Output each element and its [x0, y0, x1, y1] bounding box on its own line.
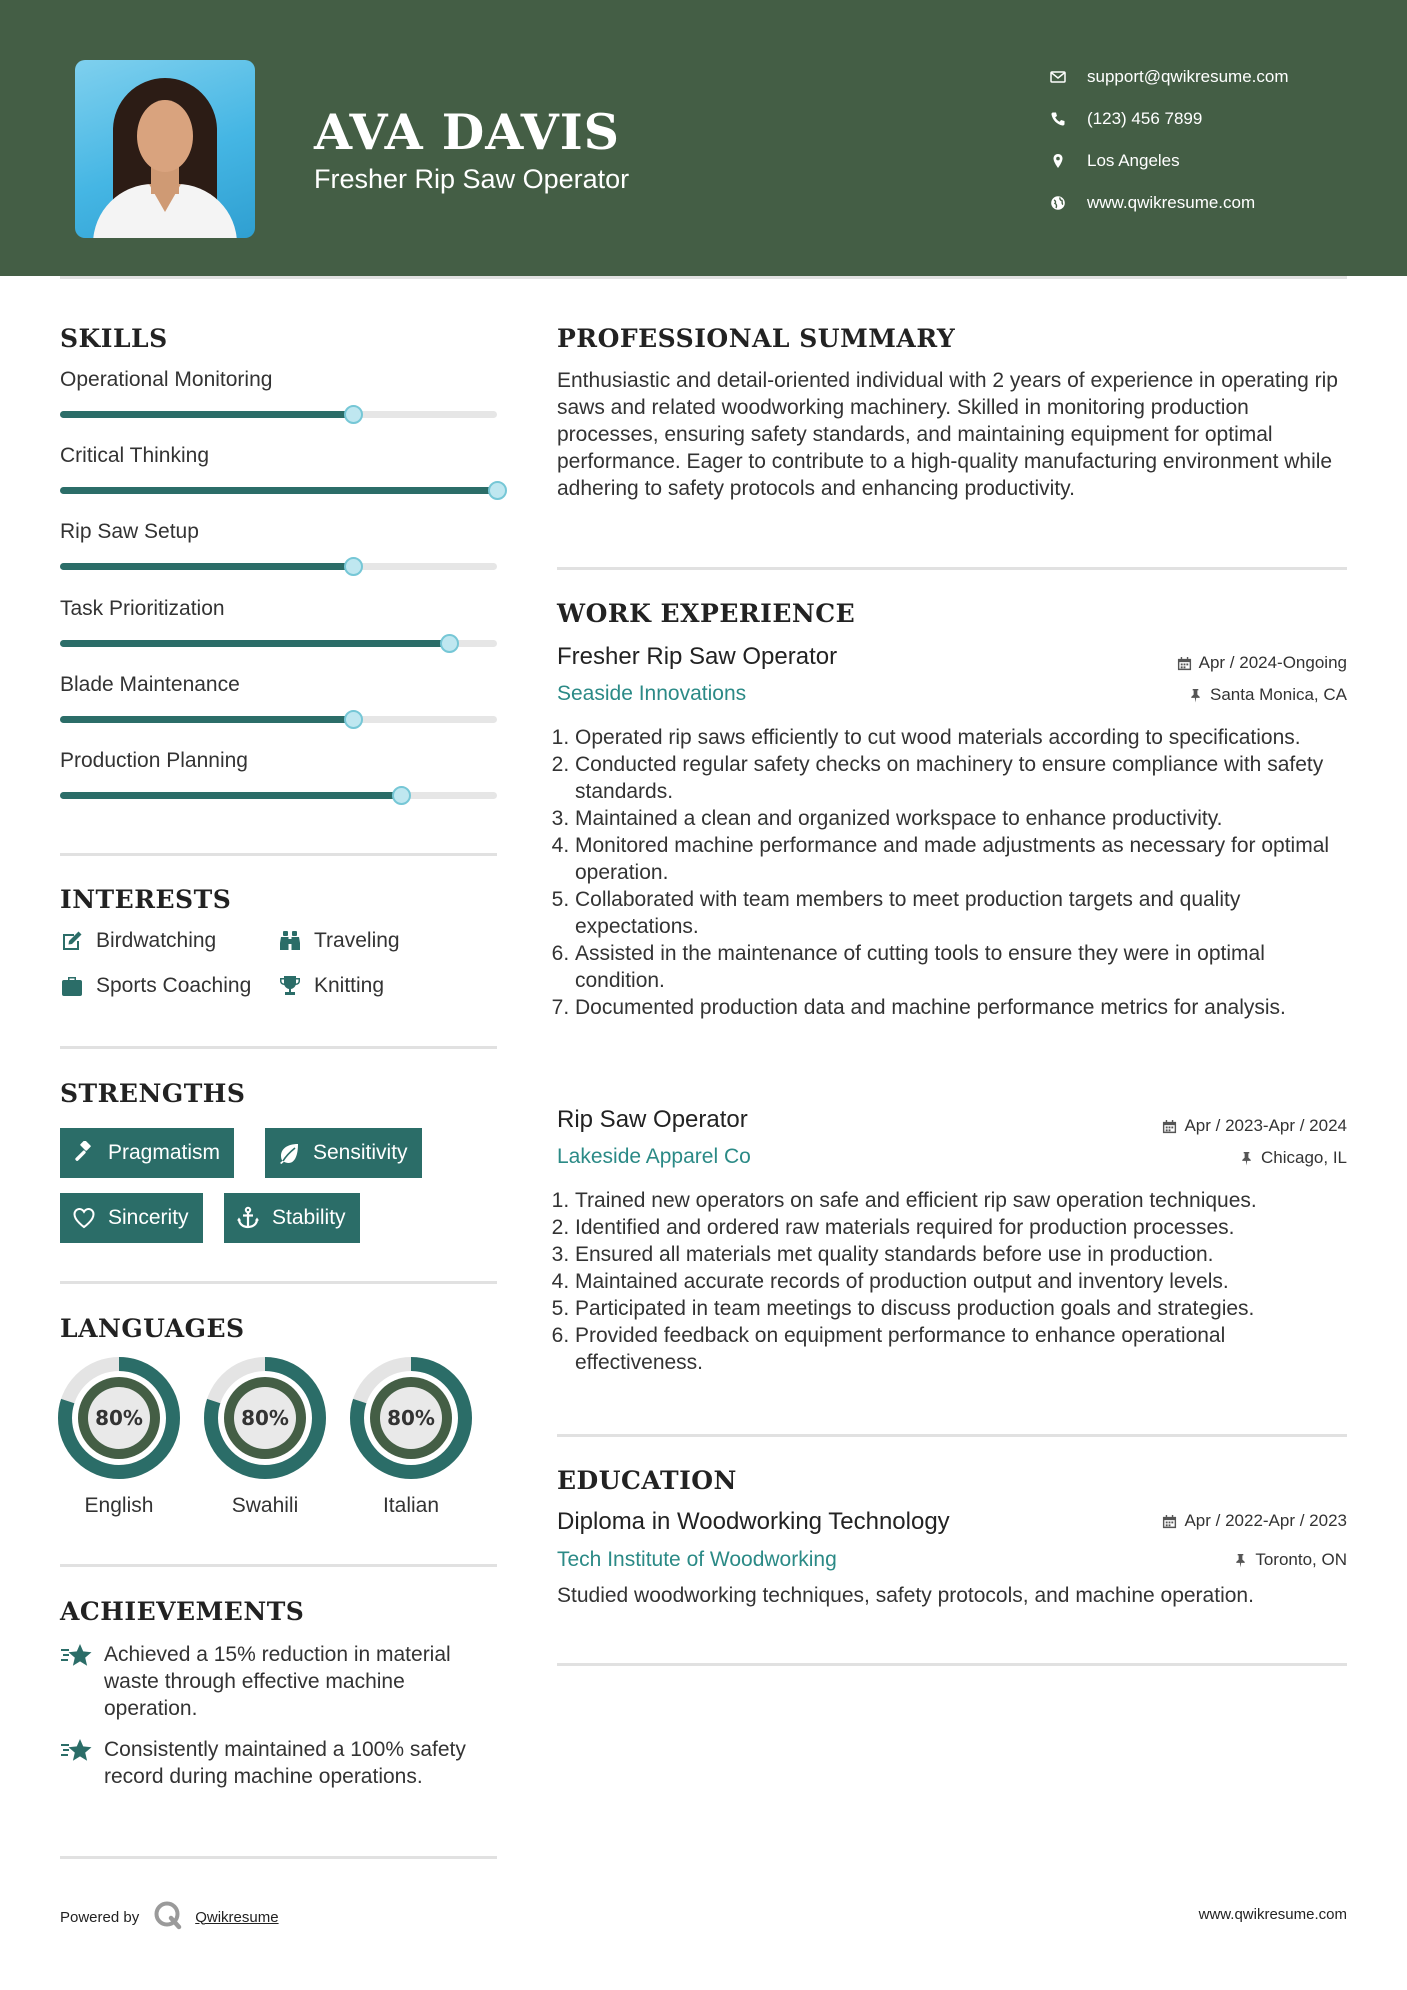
list-item: 1. Trained new operators on safe and efficient rip saw operation techniques. — [575, 1187, 1355, 1214]
language-ring — [57, 1356, 181, 1480]
contact-location — [1050, 140, 1289, 182]
list-item: 5. Participated in team meetings to discuss production goals and strategies. — [575, 1295, 1355, 1322]
pushpin-icon — [1239, 1151, 1254, 1166]
education-location-text: Toronto, ON — [1255, 1550, 1347, 1569]
section-divider — [557, 1434, 1347, 1437]
summary-text: Enthusiastic and detail-oriented individual with 2 years of experience in operating rip saws and related woodworking machinery. Skilled in monitoring production processes, ensuring safety standards, and maintaining equipment for optimal performance. Eager to contribute to a high-quality manufacturing environment while adhering to safety protocols and enhancing productivity. — [557, 369, 1338, 500]
phone-icon — [1050, 111, 1087, 127]
skill-knob — [344, 557, 363, 576]
job-location-text: Chicago, IL — [1261, 1148, 1347, 1167]
skill-item — [60, 444, 497, 468]
list-item: 1. Operated rip saws efficiently to cut wood materials according to specifications. — [575, 724, 1355, 751]
skill-knob — [440, 634, 459, 653]
section-divider — [557, 567, 1347, 570]
experience-heading: WORK EXPERIENCE — [557, 599, 856, 628]
language-name: English — [84, 1494, 154, 1517]
skill-knob — [488, 481, 507, 500]
skill-label: Blade Maintenance — [60, 673, 240, 696]
job-date-text: Apr / 2023-Apr / 2024 — [1184, 1116, 1347, 1135]
achievement-text: Achieved a 15% reduction in material waste through effective machine operation. — [104, 1643, 451, 1720]
job-title: Rip Saw Operator — [557, 1106, 748, 1133]
candidate-name: AVA DAVIS — [314, 103, 621, 161]
job-location — [1239, 1148, 1347, 1168]
star-icon — [60, 1736, 104, 1790]
contact-list — [1050, 56, 1289, 224]
skill-fill — [60, 563, 353, 570]
interest-label: Traveling — [314, 929, 400, 952]
strength-badge — [224, 1193, 360, 1243]
skill-fill — [60, 411, 353, 418]
languages-heading: LANGUAGES — [60, 1314, 245, 1343]
list-item: 5. Collaborated with team members to meet production targets and quality expectations. — [575, 886, 1355, 940]
interest-item — [60, 929, 216, 953]
skill-item — [60, 520, 497, 544]
skill-label: Critical Thinking — [60, 444, 209, 467]
language-item — [349, 1356, 473, 1518]
contact-website-text: www.qwikresume.com — [1087, 193, 1256, 212]
interest-label: Sports Coaching — [96, 974, 252, 997]
section-divider — [60, 1046, 497, 1049]
pushpin-icon — [1188, 688, 1203, 703]
skill-item — [60, 597, 497, 621]
list-item: 2. Conducted regular safety checks on machinery to ensure compliance with safety standards. — [575, 751, 1355, 805]
contact-email-text: support@qwikresume.com — [1087, 67, 1289, 86]
section-divider — [557, 1663, 1347, 1666]
job-duties — [575, 1187, 1355, 1376]
job-date — [1177, 653, 1347, 673]
education-heading: EDUCATION — [557, 1466, 737, 1495]
skill-knob — [344, 405, 363, 424]
resume-header — [0, 0, 1407, 276]
list-item: 3. Maintained a clean and organized workspace to enhance productivity. — [575, 805, 1355, 832]
skill-fill — [60, 640, 449, 647]
language-percent: 80% — [387, 1406, 435, 1430]
language-ring — [349, 1356, 473, 1480]
envelope-icon — [1050, 69, 1087, 85]
heart-icon — [72, 1206, 108, 1230]
education-description: Studied woodworking techniques, safety protocols, and machine operation. — [557, 1584, 1254, 1607]
map-pin-icon — [1050, 153, 1087, 169]
education-date-text: Apr / 2022-Apr / 2023 — [1184, 1511, 1347, 1530]
skill-fill — [60, 792, 401, 799]
skill-fill — [60, 716, 353, 723]
skills-heading: SKILLS — [60, 324, 168, 353]
gavel-icon — [72, 1141, 108, 1165]
pushpin-icon — [1233, 1553, 1248, 1568]
skill-label: Production Planning — [60, 749, 248, 772]
achievement-text: Consistently maintained a 100% safety record during machine operations. — [104, 1738, 466, 1788]
powered-by-text: Powered by — [60, 1908, 140, 1926]
list-item: 3. Ensured all materials met quality standards before use in production. — [575, 1241, 1355, 1268]
skill-label: Task Prioritization — [60, 597, 225, 620]
footer-website[interactable]: www.qwikresume.com — [1198, 1906, 1347, 1923]
strength-badge — [60, 1193, 203, 1243]
footer-powered-by — [60, 1900, 279, 1934]
edit-icon — [60, 929, 96, 953]
job-location — [1188, 685, 1347, 705]
education-location — [1233, 1550, 1347, 1570]
strength-label: Sensitivity — [313, 1141, 408, 1164]
summary-heading: PROFESSIONAL SUMMARY — [557, 324, 956, 353]
section-divider — [60, 853, 497, 856]
interest-label: Knitting — [314, 974, 385, 997]
profile-photo — [75, 60, 255, 238]
job-title: Fresher Rip Saw Operator — [557, 643, 838, 670]
globe-icon — [1050, 195, 1087, 211]
section-divider — [60, 1281, 497, 1284]
strength-label: Stability — [272, 1206, 346, 1229]
skill-item — [60, 368, 497, 392]
job-duties — [575, 724, 1355, 1021]
section-divider — [60, 1564, 497, 1567]
list-item: 4. Maintained accurate records of production output and inventory levels. — [575, 1268, 1355, 1295]
language-percent: 80% — [95, 1406, 143, 1430]
interest-item — [278, 929, 400, 953]
skill-knob — [392, 786, 411, 805]
list-item: 7. Documented production data and machine performance metrics for analysis. — [575, 994, 1355, 1021]
briefcase-icon — [60, 974, 96, 998]
anchor-icon — [236, 1206, 272, 1230]
strength-badge — [60, 1128, 234, 1178]
skill-label: Operational Monitoring — [60, 368, 273, 391]
interest-item — [60, 974, 251, 998]
job-date — [1162, 1116, 1347, 1136]
binoculars-icon — [278, 929, 314, 953]
language-item — [203, 1356, 327, 1518]
trophy-icon — [278, 974, 314, 998]
star-icon — [60, 1641, 104, 1722]
candidate-title: Fresher Rip Saw Operator — [314, 164, 630, 194]
language-ring — [203, 1356, 327, 1480]
qwikresume-logo-icon — [153, 1900, 183, 1934]
contact-email[interactable] — [1050, 56, 1289, 98]
language-percent: 80% — [241, 1406, 289, 1430]
school-name: Tech Institute of Woodworking — [557, 1548, 837, 1571]
list-item: 6. Assisted in the maintenance of cutting tools to ensure they were in optimal condition. — [575, 940, 1355, 994]
education-date — [1162, 1511, 1347, 1531]
list-item: 4. Monitored machine performance and made adjustments as necessary for optimal operation. — [575, 832, 1355, 886]
contact-phone[interactable] — [1050, 98, 1289, 140]
calendar-icon — [1162, 1119, 1177, 1134]
list-item: 2. Identified and ordered raw materials required for production processes. — [575, 1214, 1355, 1241]
contact-website[interactable] — [1050, 182, 1289, 224]
section-divider — [60, 1856, 497, 1859]
job-company: Lakeside Apparel Co — [557, 1145, 751, 1168]
skill-item — [60, 673, 497, 697]
strength-label: Pragmatism — [108, 1141, 221, 1164]
skill-item — [60, 749, 497, 773]
job-company: Seaside Innovations — [557, 682, 747, 705]
calendar-icon — [1162, 1514, 1177, 1529]
interest-label: Birdwatching — [96, 929, 217, 952]
header-divider — [60, 276, 1347, 279]
degree-title: Diploma in Woodworking Technology — [557, 1508, 950, 1535]
strength-badge — [265, 1128, 422, 1178]
strength-label: Sincerity — [108, 1206, 189, 1229]
skill-label: Rip Saw Setup — [60, 520, 199, 543]
language-name: Swahili — [231, 1494, 299, 1517]
job-location-text: Santa Monica, CA — [1209, 685, 1347, 704]
achievement-item — [60, 1641, 500, 1722]
achievements-heading: ACHIEVEMENTS — [60, 1597, 305, 1626]
calendar-icon — [1177, 656, 1192, 671]
achievement-item — [60, 1736, 500, 1790]
skill-knob — [344, 710, 363, 729]
qwikresume-link[interactable]: Qwikresume — [195, 1908, 279, 1926]
job-date-text: Apr / 2024-Ongoing — [1198, 653, 1347, 672]
list-item: 6. Provided feedback on equipment performance to enhance operational effectiveness. — [575, 1322, 1355, 1376]
language-item — [57, 1356, 181, 1518]
interests-heading: INTERESTS — [60, 885, 232, 914]
contact-phone-text: (123) 456 7899 — [1087, 109, 1203, 128]
strengths-heading: STRENGTHS — [60, 1079, 246, 1108]
language-name: Italian — [382, 1494, 440, 1517]
interest-item — [278, 974, 384, 998]
skill-fill — [60, 487, 497, 494]
contact-location-text: Los Angeles — [1087, 151, 1180, 170]
leaf-icon — [277, 1141, 313, 1165]
